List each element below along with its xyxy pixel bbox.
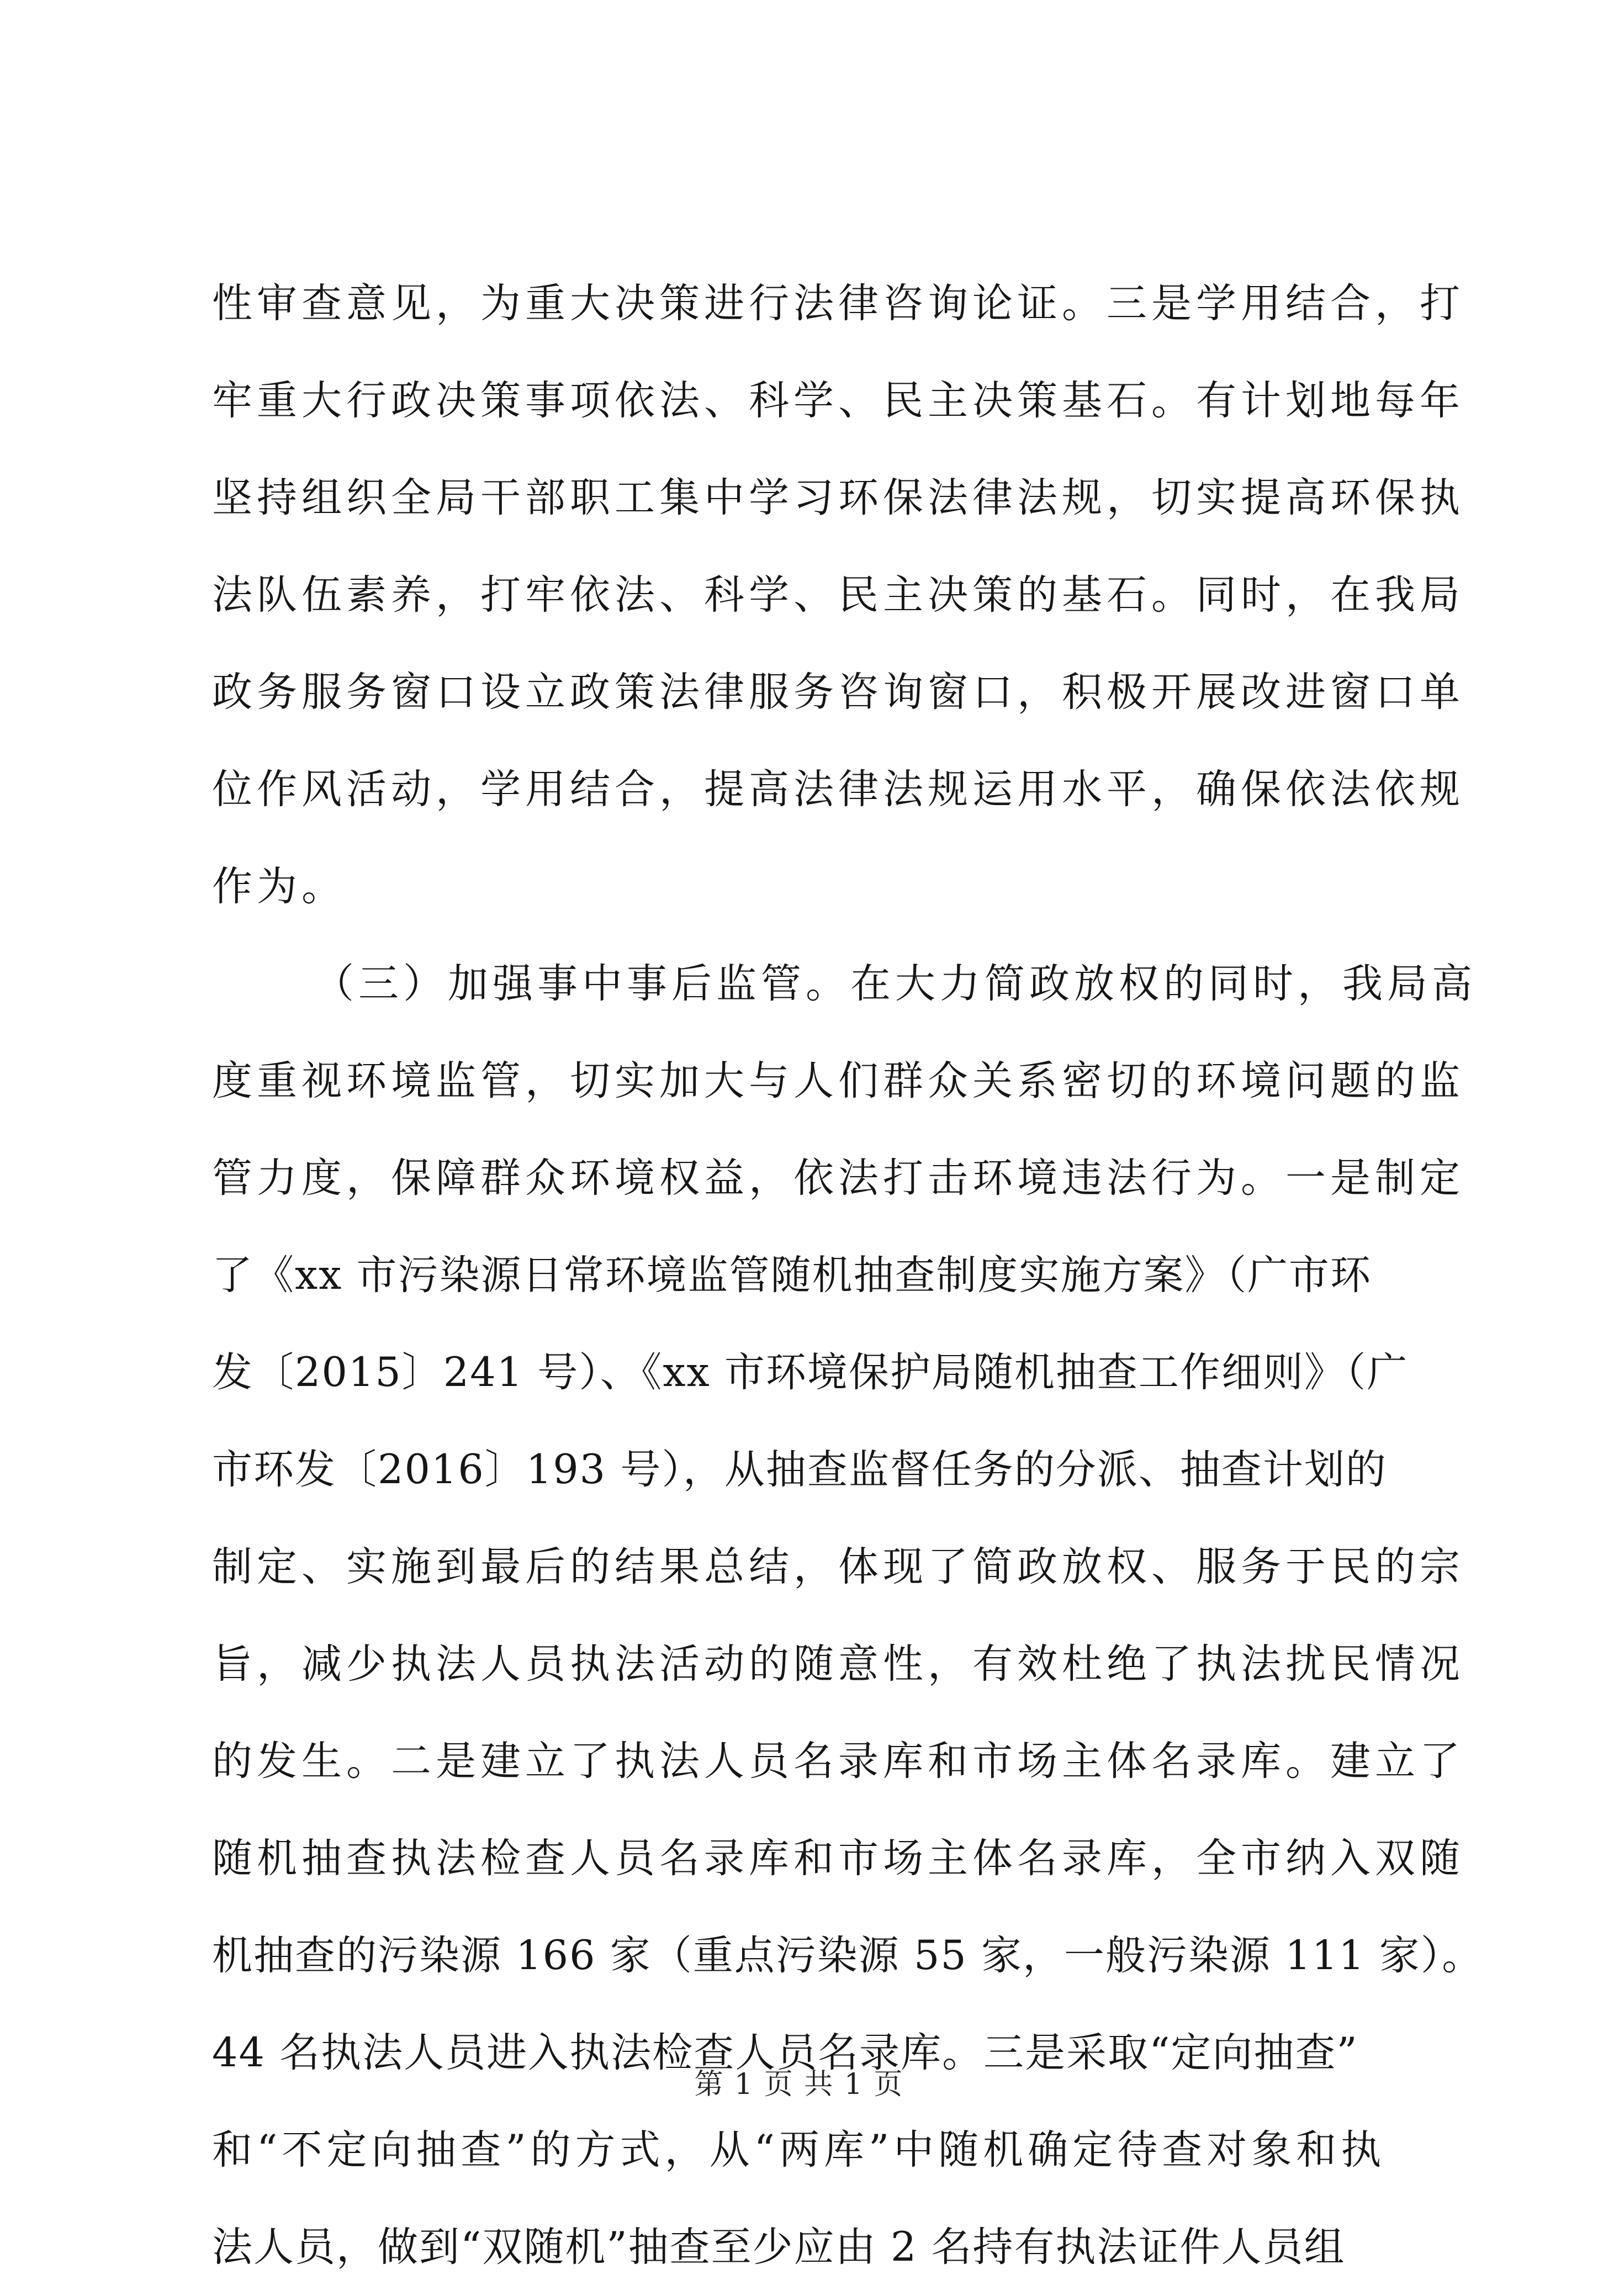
- text-line: 法队伍素养，打牢依法、科学、民主决策的基石。同时，在我局: [212, 572, 1464, 618]
- text-line: 随机抽查执法检查人员名录库和市场主体名录库，全市纳入双随: [212, 1835, 1464, 1882]
- text-line: 政务服务窗口设立政策法律服务咨询窗口，积极开展改进窗口单: [212, 669, 1464, 716]
- text-line: 和“不定向抽查”的方式，从“两库”中随机确定待查对象和执: [212, 2126, 1386, 2173]
- page-number-footer: 第 1 页 共 1 页: [694, 2068, 904, 2101]
- text-line: 度重视环境监管，切实加大与人们群众关系密切的环境问题的监: [212, 1057, 1464, 1104]
- text-line: 管力度，保障群众环境权益，依法打击环境违法行为。一是制定: [212, 1155, 1464, 1202]
- paragraph-start-line: （三）加强事中事后监管。在大力简政放权的同时，我局高: [314, 960, 1477, 1007]
- text-line: 发〔2015〕241 号）、《xx 市环境保护局随机抽查工作细则》（广: [212, 1349, 1409, 1396]
- text-line: 法人员，做到“双随机”抽查至少应由 2 名持有执法证件人员组: [212, 2224, 1346, 2271]
- text-line: 位作风活动，学用结合，提高法律法规运用水平，确保依法依规: [212, 766, 1464, 813]
- text-line: 性审查意见，为重大决策进行法律咨询论证。三是学用结合，打: [212, 280, 1464, 327]
- text-line: 作为。: [212, 863, 346, 910]
- body-text: [212, 255, 1484, 2296]
- text-line: 制定、实施到最后的结果总结，体现了简政放权、服务于民的宗: [212, 1543, 1464, 1590]
- text-line: 机抽查的污染源 166 家（重点污染源 55 家，一般污染源 111 家）。: [212, 1932, 1484, 1979]
- text-line: 坚持组织全局干部职工集中学习环保法律法规，切实提高环保执: [212, 474, 1464, 521]
- text-line: 44 名执法人员进入执法检查人员名录库。三是采取“定向抽查”: [212, 2029, 1358, 2076]
- text-line: 的发生。二是建立了执法人员名录库和市场主体名录库。建立了: [212, 1738, 1464, 1785]
- text-line: 牢重大行政决策事项依法、科学、民主决策基石。有计划地每年: [212, 377, 1464, 424]
- text-line: 旨，减少执法人员执法活动的随意性，有效杜绝了执法扰民情况: [212, 1641, 1464, 1687]
- text-line: 了《xx 市污染源日常环境监管随机抽查制度实施方案》（广市环: [212, 1252, 1372, 1299]
- text-line: 市环发〔2016〕193 号），从抽查监督任务的分派、抽查计划的: [212, 1446, 1387, 1493]
